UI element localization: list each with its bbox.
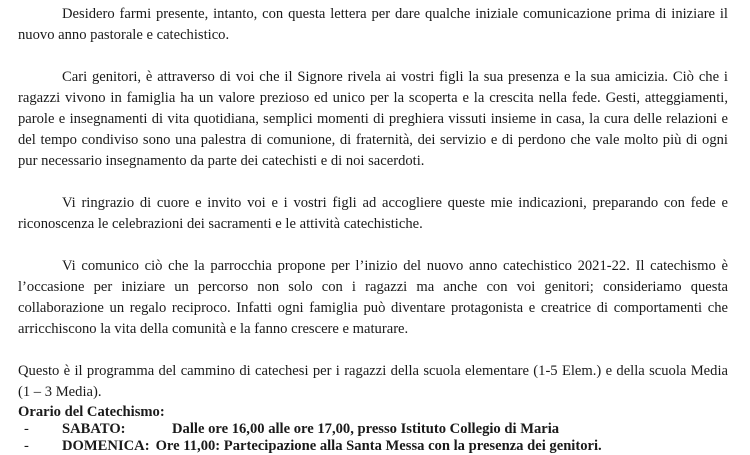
intro-paragraph: Desidero farmi presente, intanto, con questa lettera per dare qualche iniziale comunicazione prima di iniziare il nuovo anno pastorale e catechistico. — [18, 6, 728, 43]
schedule-day: SABATO: — [62, 421, 126, 437]
program-intro: Questo è il programma del cammino di catechesi per i ragazzi della scuola elementare (1-5 Elem.) e della scuola Media (1 – 3 Media). — [18, 363, 728, 400]
parents-paragraph: Cari genitori, è attraverso di voi che il Signore rivela ai vostri figli la sua presenza e la sua amicizia. Ciò che i ragazzi vivono in famiglia ha un valore prezioso ed unico per la scoperta e la crescita nella fede. Gesti, atteggiamenti, parole e insegnamenti di vita quotidiana, semplici momenti di preghiera vissuti insieme in casa, la cura delle relazioni e del tempo condiviso sono una palestra di comunione, di fraternità, dei servizio e di perdono che vale molto più di ogni pur necessario insegnamento da parte dei catechisti e di noi sacerdoti. — [18, 69, 728, 169]
schedule-item-saturday — [18, 421, 728, 438]
schedule-item-sunday — [18, 438, 728, 455]
schedule-detail: Ore 11,00: Partecipazione alla Santa Messa con la presenza dei genitori. — [155, 438, 602, 454]
schedule-heading: Orario del Catechismo: — [18, 404, 165, 420]
schedule-detail: Dalle ore 16,00 alle ore 17,00, presso Istituto Collegio di Maria — [172, 421, 560, 437]
list-dash: - — [24, 438, 29, 454]
schedule-day: DOMENICA: — [62, 438, 150, 454]
letter-page — [18, 4, 728, 455]
catechism-paragraph: Vi comunico ciò che la parrocchia propone per l’inizio del nuovo anno catechistico 2021-22. Il catechismo è l’occasione per iniziare un percorso non solo con i ragazzi ma anche con voi genitori; consideriamo questa collaborazione un regalo reciproco. Infatti ogni famiglia può diventare protagonista e creatrice di comportamenti che arricchiscono la vita della comunità e la fanno crescere e maturare. — [18, 258, 728, 337]
list-dash: - — [24, 421, 29, 437]
thanks-paragraph: Vi ringrazio di cuore e invito voi e i vostri figli ad accogliere queste mie indicazioni, preparando con fede e riconoscenza le celebrazioni dei sacramenti e le attività catechistiche. — [18, 195, 728, 232]
